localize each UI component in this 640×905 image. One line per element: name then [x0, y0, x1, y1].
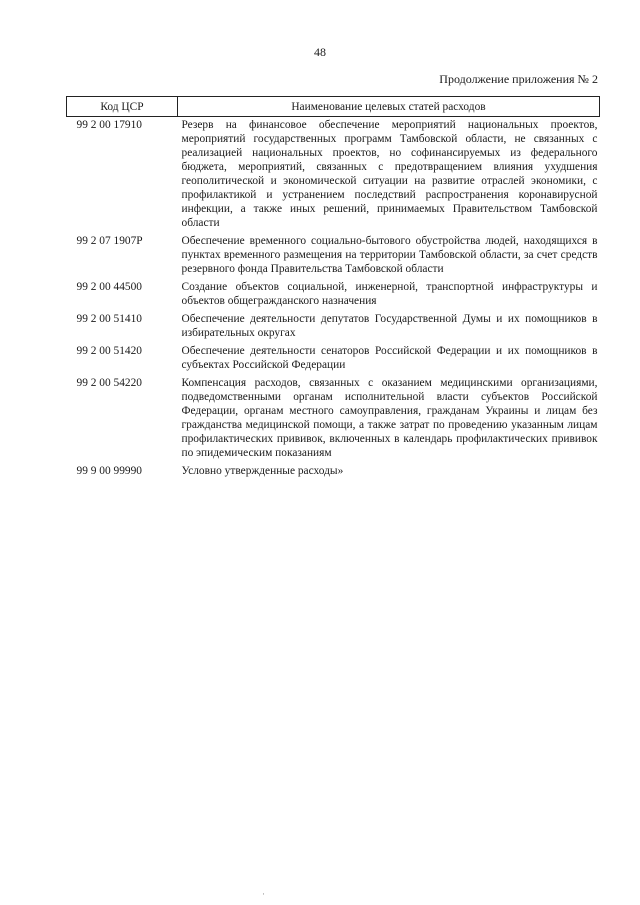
- row-name: Компенсация расходов, связанных с оказанием медицинскими организациями, подведомственными органам исполнительной власти субъектов Российской Федерации, органам местного самоуправления, гражданам Украины и лицам без гражданства медицинской помощи, а также затрат по проведению указанным лицам профилактических прививок, включенных в календарь профилактических прививок по эпидемическим показаниям: [181, 377, 598, 459]
- row-name: Обеспечение деятельности депутатов Государственной Думы и их помощников в избирательных округах: [181, 313, 598, 339]
- row-code: 99 2 00 44500: [76, 281, 142, 293]
- row-name: Создание объектов социальной, инженерной, транспортной инфраструктуры и объектов общегражданского назначения: [181, 281, 598, 307]
- row-name: Обеспечение временного социально-бытового обустройства людей, находящихся в пунктах временного размещения на территории Тамбовской области, за счет средств резервного фонда Правительства Тамбовской области: [181, 235, 598, 275]
- row-code: 99 2 00 54220: [76, 377, 142, 389]
- row-code: 99 2 00 51420: [76, 345, 142, 357]
- table-row: [67, 375, 600, 463]
- table-header-row: [67, 97, 600, 117]
- scan-speck: ·: [262, 889, 265, 899]
- row-code: 99 2 00 17910: [76, 119, 142, 131]
- header-code: Код ЦСР: [67, 97, 178, 117]
- page-number: 48: [314, 45, 326, 59]
- table-row: [67, 279, 600, 311]
- header-name: Наименование целевых статей расходов: [178, 97, 600, 117]
- row-name: Обеспечение деятельности сенаторов Российской Федерации и их помощников в субъектах Российской Федерации: [181, 345, 598, 371]
- table-row: [67, 311, 600, 343]
- target-expense-items-table: [66, 96, 600, 481]
- row-name: Резерв на финансовое обеспечение мероприятий национальных проектов, мероприятий государственных программ Тамбовской области, не связанных с реализацией национальных проектов, но софинансируемых из федерального бюджета, мероприятий, связанных с предотвращением влияния ухудшения геополитической и экономической ситуации на развитие отраслей экономики, с профилактикой и устранением последствий распространения коронавирусной инфекции, а также иных решений, принимаемых Правительством Тамбовской области: [181, 119, 598, 229]
- table-row: [67, 233, 600, 279]
- table-row: [67, 463, 600, 481]
- row-code: 99 2 07 1907Р: [76, 235, 143, 247]
- row-code: 99 2 00 51410: [76, 313, 142, 325]
- row-name: Условно утвержденные расходы»: [181, 465, 344, 477]
- table-row: [67, 117, 600, 234]
- row-code: 99 9 00 99990: [76, 465, 142, 477]
- table-row: [67, 343, 600, 375]
- appendix-continuation-label: Продолжение приложения № 2: [439, 72, 598, 86]
